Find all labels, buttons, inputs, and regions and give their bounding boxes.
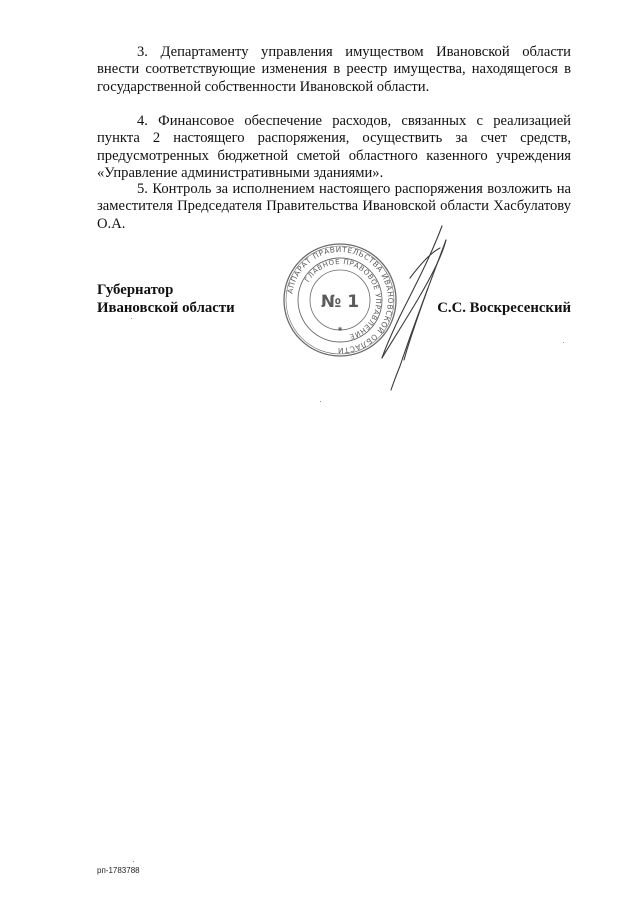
paragraph-5: 5. Контроль за исполнением настоящего распоряжения возложить на заместителя Председателя Правительства Ивановской области Хасбулатову О.А. [97,181,571,232]
svg-text:✱: ✱ [337,327,343,333]
scan-speck [131,318,132,319]
document-code: рп-1783788 [97,866,140,875]
stamp-outer-text: АППАРАТ ПРАВИТЕЛЬСТВА ИВАНОВСКОЙ ОБЛАСТИ [285,244,396,356]
signatory-position-line2: Ивановской области [97,300,235,316]
paragraph-4: 4. Финансовое обеспечение расходов, связанных с реализацией пункта 2 настоящего распоряжения, осуществить за счет средств, предусмотренных бюджетной сметой областного казенного учреждения «Управление административными зданиями». [97,113,571,182]
signatory-name: С.С. Воскресенский [437,300,571,316]
scan-speck [133,861,134,862]
scan-speck [563,342,564,343]
stamp-inner-text: ГЛАВНОЕ ПРАВОВОЕ УПРАВЛЕНИЕ [303,257,383,341]
signatory-position-line1: Губернатор [97,282,174,298]
paragraph-3: 3. Департаменту управления имуществом Ивановской области внести соответствующие изменения в реестр имущества, находящегося в государственной собственности Ивановской области. [97,44,571,95]
signatory-position [97,281,235,317]
stamp-number: № 1 [320,292,360,312]
scan-speck [320,401,321,402]
